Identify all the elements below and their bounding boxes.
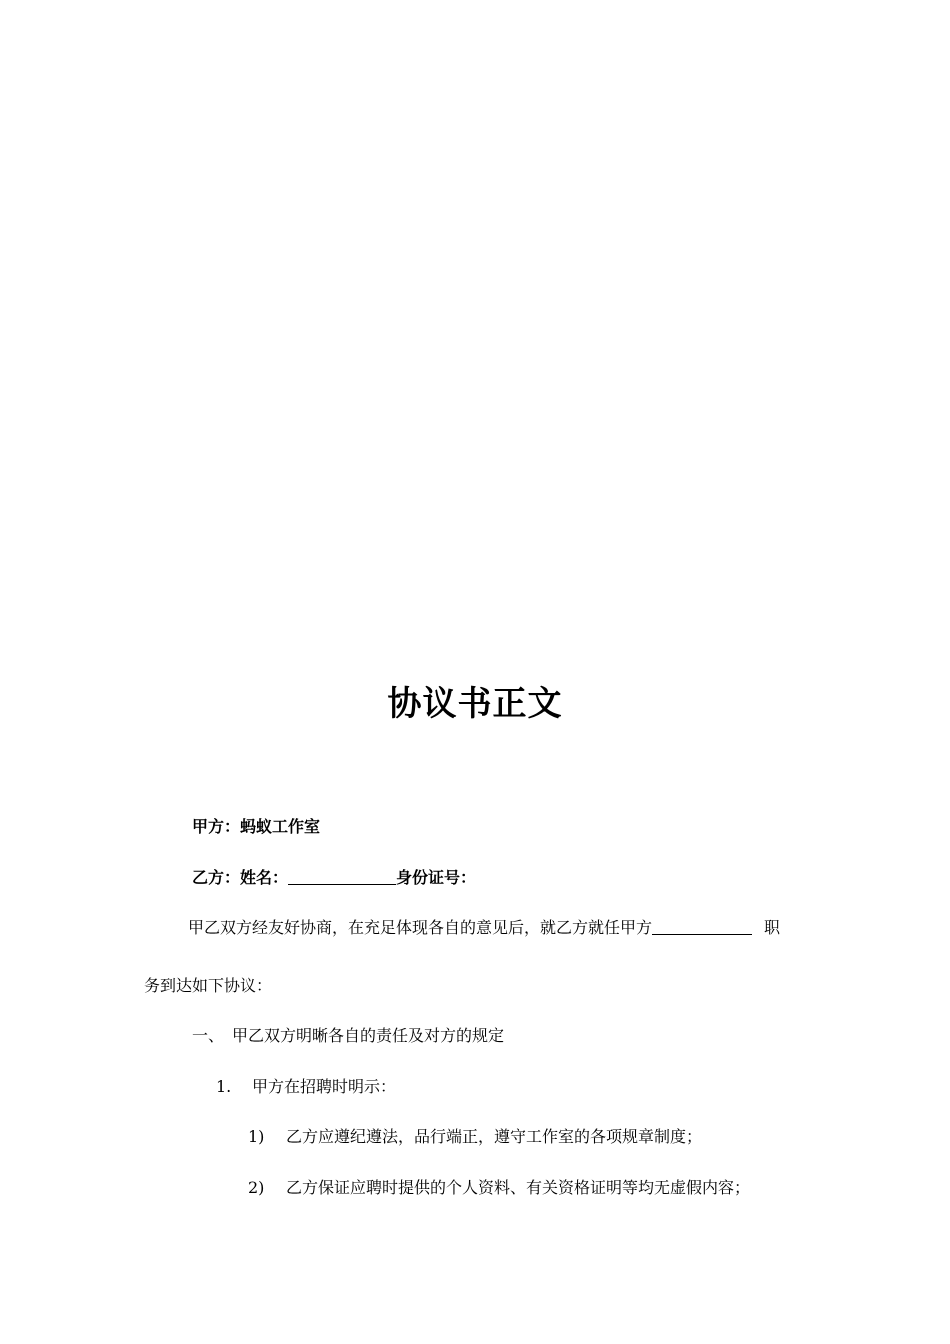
sub-list-item-text: 乙方应遵纪遵法，品行端正，遵守工作室的各项规章制度； (286, 1127, 703, 1146)
section-heading-1 (192, 1025, 504, 1047)
sub-list-item-1 (248, 1126, 702, 1148)
party-b-id-label: 身份证号： (396, 868, 477, 887)
intro-text-part1: 甲乙双方经友好协商，在充足体现各自的意见后，就乙方就任甲方 (188, 918, 653, 937)
party-b-name-blank (288, 868, 396, 885)
list-item-1 (216, 1076, 396, 1098)
sub-list-item-marker: 1) (248, 1127, 265, 1146)
section-marker: 一、 (192, 1026, 225, 1045)
sub-list-item-2 (248, 1177, 750, 1199)
party-b-name-label: 乙方：姓名： (192, 868, 289, 887)
list-item-marker: 1. (216, 1077, 232, 1096)
sub-list-item-marker: 2) (248, 1178, 265, 1197)
intro-text-part2: 职 (764, 918, 781, 937)
sub-list-item-text: 乙方保证应聘时提供的个人资料、有关资格证明等均无虚假内容； (286, 1178, 751, 1197)
party-b-line (192, 867, 476, 889)
intro-paragraph-line1 (188, 917, 780, 939)
intro-paragraph-line2: 务到达如下协议： (144, 976, 273, 995)
list-item-text: 甲方在招聘时明示： (252, 1077, 397, 1096)
party-a-line: 甲方：蚂蚁工作室 (192, 817, 321, 836)
document-title: 协议书正文 (387, 684, 563, 724)
position-blank (652, 918, 752, 935)
section-heading-text: 甲乙双方明晰各自的责任及对方的规定 (232, 1026, 505, 1045)
